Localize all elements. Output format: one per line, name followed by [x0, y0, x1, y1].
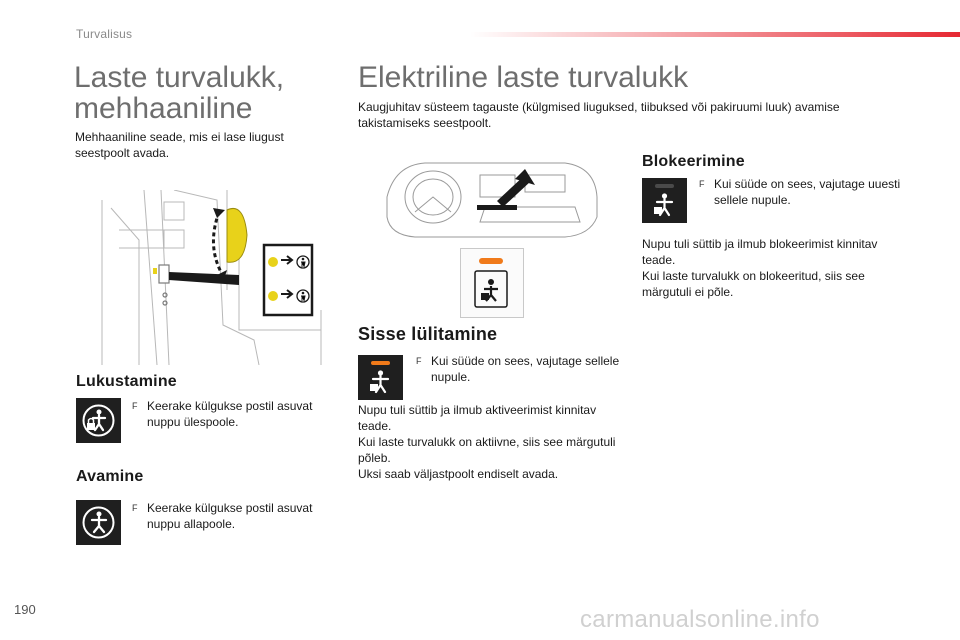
header-accent-bar	[470, 32, 960, 37]
heading-avamine: Avamine	[76, 468, 144, 485]
heading-blokeerimine: Blokeerimine	[642, 153, 745, 170]
bullet-avamine: F Keerake külgukse postil asuvat nuppu allapoole.	[132, 501, 313, 531]
watermark: carmanualsonline.info	[580, 606, 820, 633]
bullet-sisse: F Kui süüde on sees, vajutage sellele nupule.	[416, 354, 620, 384]
bullet-marker: F	[132, 503, 138, 513]
intro-mechanical: Mehhaaniline seade, mis ei lase liugust seestpoolt avada.	[75, 130, 284, 160]
console-child-lock-button-icon	[473, 253, 509, 311]
child-lock-button-on-icon	[358, 355, 403, 400]
section-label: Turvalisus	[76, 27, 133, 41]
title-electric-lock: Elektriline laste turvalukk	[358, 61, 689, 94]
bullet-marker: F	[416, 356, 422, 366]
bullet-blokeerimine: F Kui süüde on sees, vajutage uuesti sellele nupule.	[699, 177, 901, 207]
title-mechanical-lock: Laste turvalukk, mehhaaniline	[74, 61, 285, 125]
bullet-marker: F	[699, 179, 705, 189]
heading-lukustamine: Lukustamine	[76, 373, 177, 390]
child-lock-unlocked-icon	[76, 500, 121, 545]
door-lock-illustration	[99, 190, 324, 365]
intro-electric: Kaugjuhitav süsteem tagauste (külgmised liuguksed, tiibuksed või pakiruumi luuk) avamise takistamiseks seestpoolt.	[358, 100, 840, 130]
child-lock-button-off-icon	[642, 178, 687, 223]
note-blokeerimine: Nupu tuli süttib ja ilmub blokeerimist kinnitav teade. Kui laste turvalukk on blokeeritud, siis see märgutuli ei põle.	[642, 237, 878, 299]
page-number: 190	[14, 602, 36, 617]
dashboard-illustration	[385, 157, 600, 242]
bullet-marker: F	[132, 401, 138, 411]
note-sisse: Nupu tuli süttib ja ilmub aktiveerimist kinnitav teade. Kui laste turvalukk on aktiivne, siis see märgutuli põleb. Uksi saab väljastpoolt endiselt avada.	[358, 403, 616, 481]
heading-sisse-lylitamine: Sisse lülitamine	[358, 324, 498, 344]
bullet-lukustamine: F Keerake külgukse postil asuvat nuppu ülespoole.	[132, 399, 313, 429]
child-lock-locked-icon	[76, 398, 121, 443]
